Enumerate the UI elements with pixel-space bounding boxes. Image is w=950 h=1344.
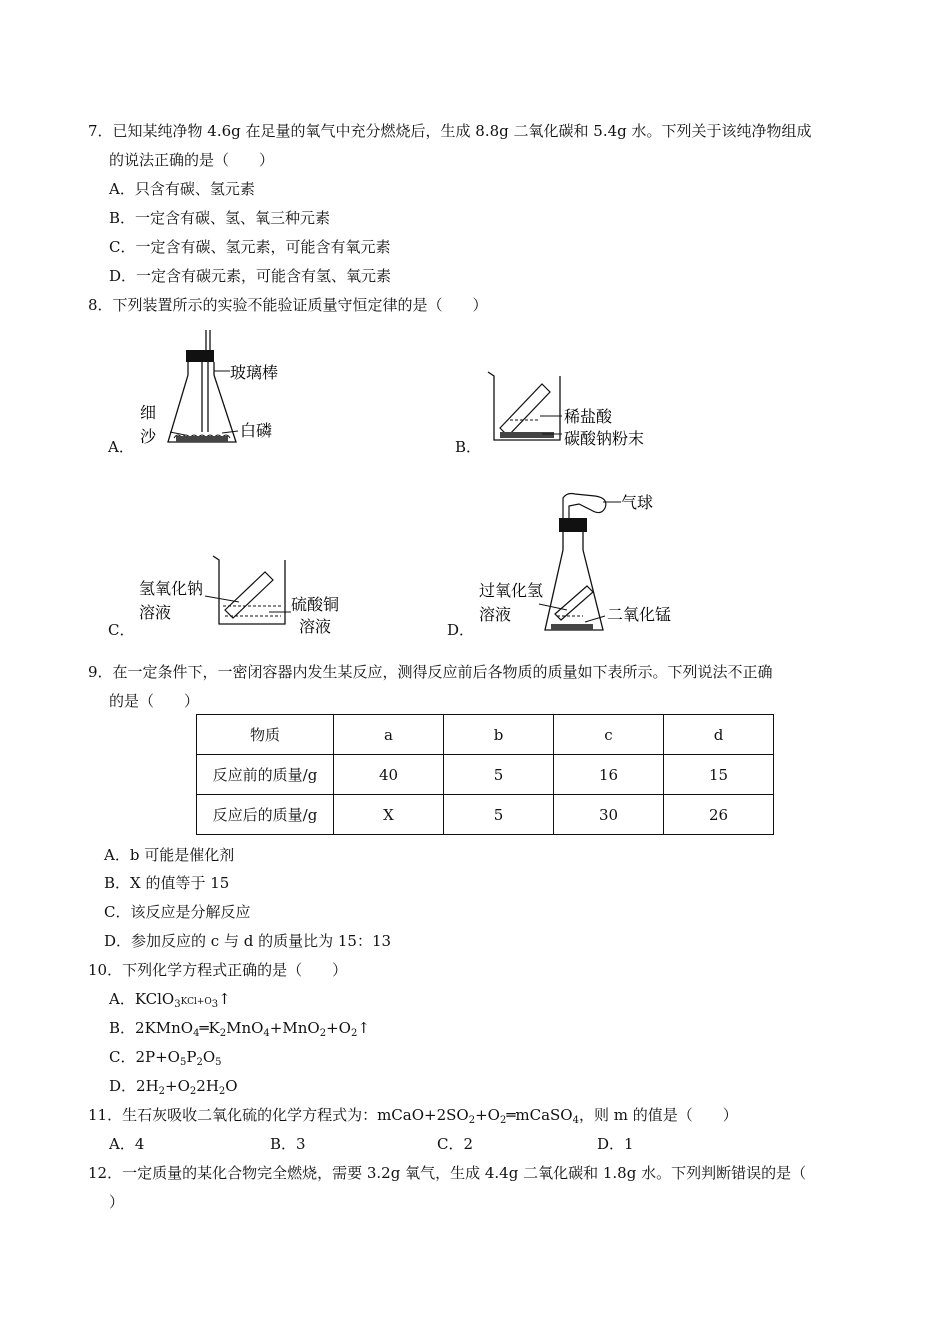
table-header-cell: a [334,715,444,755]
label-naoh-2: 溶液 [139,603,172,622]
q8-fig-b-letter: B． [455,438,482,456]
q11-option-d: D．1 [597,1135,634,1153]
table-cell: 16 [554,755,664,795]
q12-stem-line1: 12．一定质量的某化合物完全燃烧，需要 3.2g 氧气，生成 4.4g 二氧化碳和 1.8g 水。下列判断错误的是（ [88,1164,807,1182]
table-row [197,795,774,835]
q10-option-a: A．$KClO_3KCl+O_3↑$ [109,990,231,1010]
q11-option-c: C．2 [437,1135,474,1153]
q8-fig-a-letter: A． [108,438,134,456]
beaker-naoh-cuso4-diagram [135,552,365,637]
q11-option-b: B．3 [270,1135,306,1153]
label-dilute-hcl: 稀盐酸 [564,407,613,426]
table-header-cell: c [554,715,664,755]
q10-option-c: C．$2P+O_5P_2O_5$ [109,1048,222,1068]
table-cell: 30 [554,795,664,835]
q10-option-d: D．$2H_2+O_22H_2O$ [109,1077,238,1097]
q9-option-c: C．该反应是分解反应 [104,903,251,921]
label-sodium-carbonate: 碳酸钠粉末 [564,429,645,448]
table-cell: 反应后的质量/g [197,795,334,835]
label-mno2: 二氧化锰 [607,605,672,624]
q10-option-b: B．$2KMnO_4═K_2MnO_4+MnO_2+O_2↑$ [109,1019,370,1039]
q8-fig-d-letter: D． [447,621,475,639]
q7-option-a: A．只含有碳、氢元素 [109,180,255,198]
label-sand-1: 细 [140,403,157,422]
q9-option-b: B．X 的值等于 15 [104,874,230,892]
table-cell: X [334,795,444,835]
q9-stem-line1: 9．在一定条件下，一密闭容器内发生某反应，测得反应前后各物质的质量如下表所示。下列说法不正确 [88,663,773,681]
table-cell: 5 [444,755,554,795]
label-h2o2-1: 过氧化氢 [479,581,544,600]
label-white-phosphorus: 白磷 [240,421,273,440]
beaker-carbonate-diagram [480,368,680,453]
q7-option-b: B．一定含有碳、氢、氧三种元素 [109,209,331,227]
table-header-cell: 物质 [197,715,334,755]
table-header-cell: b [444,715,554,755]
flask-balloon-diagram [475,488,705,638]
q8-fig-c-letter: C． [108,621,135,639]
q8-stem: 8．下列装置所示的实验不能验证质量守恒定律的是（ ） [88,296,488,314]
q12-stem-line2: ） [109,1193,125,1211]
table-row [197,755,774,795]
mass-table [196,714,774,835]
label-cuso4-1: 硫酸铜 [291,595,340,614]
label-cuso4-2: 溶液 [299,617,332,636]
q7-stem-line2: 的说法正确的是（ ） [109,151,275,169]
table-cell: 26 [664,795,774,835]
label-balloon: 气球 [621,493,654,512]
table-header-row [197,715,774,755]
q11-stem: 11．生石灰吸收二氧化硫的化学方程式为：$mCaO+2SO_2+O_2═mCaSO_4$，则 m 的值是（ ） [88,1106,738,1126]
flask-phosphorus-diagram [130,330,300,450]
q10-stem: 10．下列化学方程式正确的是（ ） [88,961,348,979]
q9-option-d: D．参加反应的 c 与 d 的质量比为 15：13 [104,932,392,950]
label-h2o2-2: 溶液 [479,605,512,624]
q7-stem-line1: 7．已知某纯净物 4.6g 在足量的氧气中充分燃烧后，生成 8.8g 二氧化碳和 5.4g 水。下列关于该纯净物组成 [88,122,812,140]
label-sand-2: 沙 [140,427,157,446]
table-cell: 5 [444,795,554,835]
table-cell: 40 [334,755,444,795]
q9-option-a: A．b 可能是催化剂 [104,846,235,864]
table-cell: 反应前的质量/g [197,755,334,795]
q7-option-c: C．一定含有碳、氢元素，可能含有氧元素 [109,238,391,256]
label-glass-rod: 玻璃棒 [230,363,279,382]
table-header-cell: d [664,715,774,755]
table-cell: 15 [664,755,774,795]
q7-option-d: D．一定含有碳元素，可能含有氢、氧元素 [109,267,392,285]
q11-option-a: A．4 [109,1135,145,1153]
q9-stem-line2: 的是（ ） [109,692,200,710]
label-naoh-1: 氢氧化钠 [139,579,204,598]
